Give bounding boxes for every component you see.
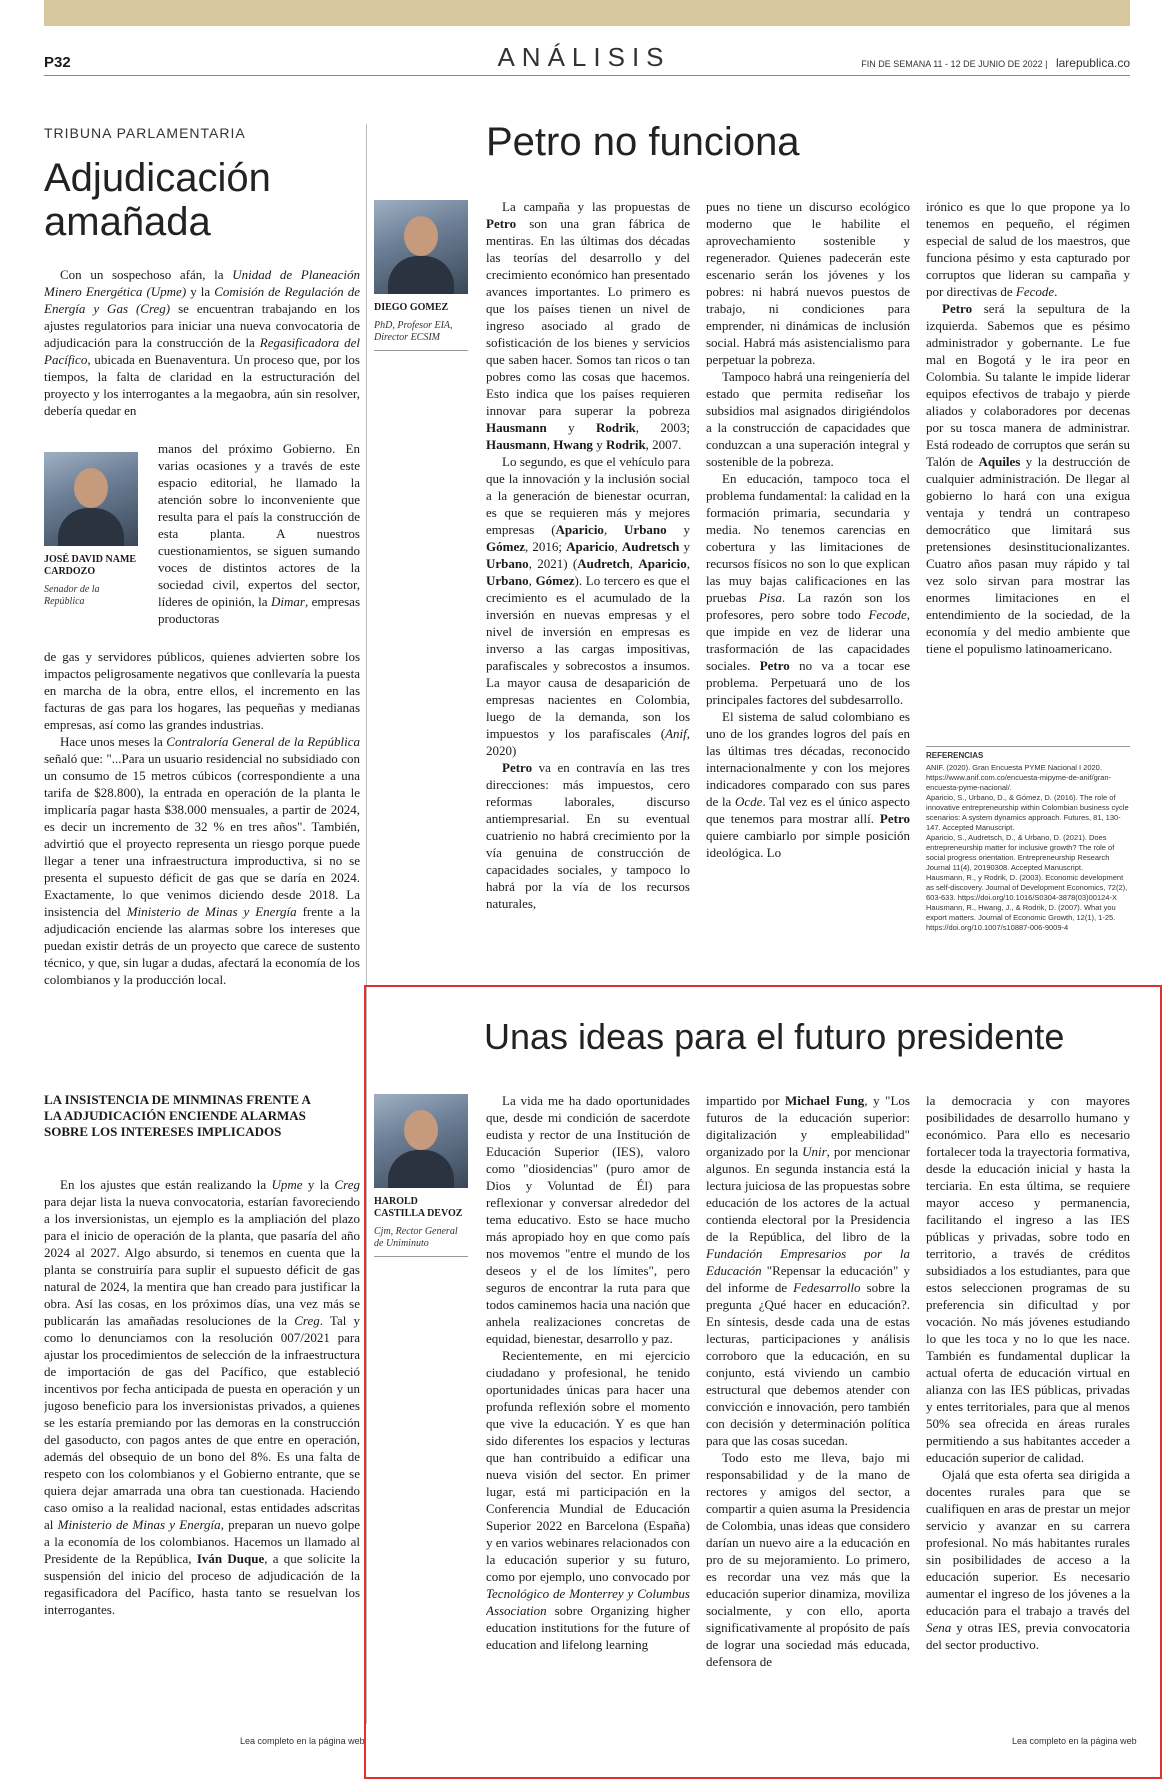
author-photo	[374, 1094, 468, 1188]
author-photo	[374, 200, 468, 294]
left-article-body-top: Con un sospechoso afán, la Unidad de Planeación Minero Energética (Upme) y la Comisión de Regulación de Energía y Gas (Creg) se encuentran trabajando en los ajustes regulatorios para iniciar una nueva convocatoria de adjudicación para la construcción de la Regasificadora del Pacífico, ubicada en Buenaventura. Un proceso que, por los tiempos, la falta de claridad en la estructuración del proyecto y los interrogantes a la megaobra, aún sin resolver, debería quedar en	[44, 267, 360, 418]
left-read-more[interactable]: Lea completo en la página web	[240, 1736, 365, 1746]
author-photo	[44, 452, 138, 546]
box-article-col-3: la democracia y con mayores posibilidades de desarrollo humano y económico. Para ello es necesario fortalecer toda la trayectoria formativa, desde la educación inicial y hasta la terciaria. En esta última, se requiere mayor acceso y permanencia, facilitando el ingreso a las IES públicas y privadas, sobre todo en territorio, a través de créditos subsidiados a los estudiantes, para que estos seleccionen programas de su preferencia sin dificultad y por vocación. No más jóvenes estudiando lo que les toca y no lo que les nace. También es fundamental duplicar la actual oferta de educación virtual en alianza con las IES públicas, privadas y entes territoriales, para que al menos 50% sea ofrecida en áreas rurales permitiendo a sus habitantes acceder a educación superior de calidad. Ojalá que esta oferta sea dirigida a docentes rurales para que se cualifiquen en aras de prestar un mejor servicio y avanzar en su carrera profesional. No más habitantes rurales sin posibilidades de acceso a la educación superior. Es necesario aumentar el ingreso de los jóvenes a la educación para el trabajo a través del Sena y otras IES, previa convocatoria del sector productivo.	[926, 1093, 1130, 1652]
mid-author-card	[374, 200, 468, 351]
left-article-body-bottom: de gas y servidores públicos, quienes advierten sobre los impactos peligrosamente negativos que conllevaría la puesta en marcha de la obra, entre ellos, el incremento en las facturas de gas para los hogares, las pequeñas y medianas empresas, así como las grandes industrias. Hace unos meses la Contraloría General de la República señaló que: "...Para un usuario residencial no subsidiado con un consumo de 15 metros cúbicos (correspondiente a una tarifa de $28.800), la entrada en operación de la planta le implicaría pagar hasta $38.000 mensuales, a partir de 2024, es decir un incremento de 32 % en tres años". También, advirtió que el proyecto representa un riesgo porque puede llegar a tener una infraestructura improductiva, si no se presenta el supuesto déficit de gas que se daría en 2024. Exactamente, lo que venimos diciendo desde 2018. La insistencia del Ministerio de Minas y Energía frente a la adjudicación enciende las alarmas sobre los intereses que puedan existir detrás de un proyecto que carece de sustento técnico, y que, sin lugar a dudas, afectará la economía de los colombianos y la producción local.	[44, 649, 360, 987]
mid-article-title: Petro no funciona	[486, 120, 800, 164]
site-link[interactable]: larepublica.co	[1055, 56, 1130, 70]
box-author-card	[374, 1094, 468, 1257]
author-role: Senador de la República	[44, 584, 100, 607]
section-title: ANÁLISIS	[497, 42, 671, 72]
page-header	[44, 40, 1130, 76]
author-name: DIEGO GOMEZ	[374, 302, 449, 313]
references-title: REFERENCIAS	[926, 746, 1130, 761]
box-article-col-1: La vida me ha dado oportunidades que, desde mi condición de sacerdote eudista y rector de una Institución de Educación Superior (IES), valoro como "diosidencias" (puro amor de Dios y Voluntad de Él) para reflexionar y conversar alrededor del tema educativo. Esto se hace mucho más apropiado hoy en que como país nos movemos "entre el mundo de los deseos y el de los límites", pero seguros de encontrar la ruta para que todos caminemos hacia una nación que anhela realizaciones concretas de equidad, bienestar, desarrollo y paz. Recientemente, en mi ejercicio ciudadano y profesional, he tenido oportunidades únicas para hacer una profunda reflexión sobre el momento que vive la educación. Y es que han sido diferentes los espacios y lecturas que han contribuido a edificar una nueva visión del sector. En primer lugar, está mi participación en la Conferencia Mundial de Educación Superior 2022 en Barcelona (España) y en varios webinares relacionados con la educación superior y su futuro, como por ejemplo, uno convocado por Tecnológico de Monterrey y Columbus Association sobre Organizing higher education institutions for the future of education and lifelong learning	[486, 1093, 690, 1652]
left-kicker: TRIBUNA PARLAMENTARIA	[44, 125, 246, 141]
issue-date: FIN DE SEMANA 11 - 12 DE JUNIO DE 2022	[861, 59, 1043, 69]
left-article-body-wrap: manos del próximo Gobierno. En varias ocasiones y a través de este espacio editorial, he llamado la atención sobre lo inconveniente que resulta para el país la construcción de esta planta. A nuestros cuestionamientos, se siguen sumando voces de distintos actores de la sociedad civil, expertos del sector, líderes de opinión, la Dimar, empresas productoras	[158, 441, 360, 626]
page-number: P32	[44, 54, 71, 71]
left-article-title: Adjudicación amañada	[44, 156, 271, 244]
box-article-col-2: impartido por Michael Fung, y "Los futuros de la educación superior: digitalización y empleabilidad" organizado por la Unir, por mencionar algunos. En segunda instancia está la lectura juiciosa de las propuestas sobre educación de los actores de la actual contienda electoral por la Presidencia de la República, del libro de la Fundación Empresarios por la Educación "Repensar la educación" y del informe de Fedesarrollo sobre la pregunta ¿Qué hacer en educación?. En síntesis, desde cada una de estas lecturas, participaciones y análisis corroboro que la educación, en su conjunto, está viviendo un cambio estructural que debemos atender con convicción e innovación, pero también con decisión y determinación política para que las cosas sucedan. Todo esto me lleva, bajo mi responsabilidad y de la mano de rectores y amigos del sector, a compartir a quien asuma la Presidencia de Colombia, unas ideas que considero darían un nuevo aire a la educación en pro de su mejoramiento. Lo primero, es recordar una vez más que la educación superior dinamiza, moviliza socialmente, y con ello, aporta significativamente al propósito de país de lograr una sociedad más educada, defensora de	[706, 1093, 910, 1669]
left-article-body-final: En los ajustes que están realizando la Upme y la Creg para dejar lista la nueva convocatoria, estarían favoreciendo a los inversionistas, un ejemplo es la ampliación del plazo para el inicio de operación de la planta, que pasaría del año 2024 al 2027. Algo absurdo, si tenemos en cuenta que la planta se construiría para suplir el supuesto déficit de gas natural de 2024, la mentira que han creado para justificar la obra. Así las cosas, en los próximos días, una vez más se publicarán las amañadas resoluciones de la Creg. Tal y como lo denunciamos con la resolución 007/2021 para ajustar los procedimientos de selección de la infraestructura de importación de gas del Pacífico, que estableció incentivos por fecha anticipada de puesta en operación y un jugoso beneficio para los inversionistas privados, a quienes se les estaría premiando por las demoras en la construcción del gasoducto, con pagos antes de que entre en operación, además del obsequio de un bono del 8%. Es una falta de respeto con los colombianos y el Gobierno entrante, que se quiera dejar amarrada una obra tan cuestionada. Haciendo caso omiso a la realidad nacional, estas entidades adscritas al Ministerio de Minas y Energía, preparan un nuevo golpe a la economía de los colombianos. Hacemos un llamado al Presidente de la República, Iván Duque, a que solicite la suspensión del inicio del proceso de adjudicación de la regasificadora del Pacífico, hasta tanto se resuelvan los interrogantes.	[44, 1177, 360, 1617]
author-role: PhD, Profesor EIA, Director ECSIM	[374, 320, 453, 343]
author-name: JOSÉ DAVID NAME CARDOZO	[44, 554, 137, 577]
mid-article-col-3: irónico es que lo que propone ya lo tenemos en pequeño, el régimen especial de salud de los maestros, que funciona pésimo y esta capturado por corruptos que lideran su campaña y por directivas de Fecode. Petro será la sepultura de la izquierda. Sabemos que es pésimo administrador y gobernante. Le fue mal en Bogotá y le ira peor en Colombia. Su talante le impide liderar equipos efectivos de trabajo y pierde aliados y colaboradores por decenas por su tosca manera de administrar. Está rodeado de corruptos que serán su Talón de Aquiles y la destrucción de cualquier administración. De llegar al gobierno lo hará con una exigua ventaja y tendrá un contrapeso democrático que limitará sus pretensiones desinstitucionalizantes. Cuatro años pasan muy rápido y tal vez solo sirvan para mostrar las enormes limitaciones en el entendimiento de la sociedad, de la economía y del medio ambiente que tiene el populismo latinoamericano.	[926, 199, 1130, 656]
top-color-bar	[44, 0, 1130, 26]
references: REFERENCIAS ANIF. (2020). Gran Encuesta PYME Nacional I 2020. https://www.anif.com.co/encuesta-mipyme-de-anif/gran-encuesta-pyme-nacional/. Aparicio, S., Urbano, D., & Gómez, D. (2016). The role of innovative entrepreneurship within Colombian business cycle scenarios: A system dynamics approach. Futures, 81, 130-147. Accepted Manuscript. Aparicio, S., Audretsch, D., & Urbano, D. (2021). Does entrepreneurship matter for inclusive growth? The role of social progress orientation. Entrepreneurship Research Journal 11(4), 20190308. Accepted Manuscript. Hausmann, R., y Rodrik, D. (2003). Economic development as self-discovery. Journal of Development Economics, 72(2), 603-633. https://doi.org/10.1016/S0304-3878(03)00124-X Hausmann, R., Hwang, J., & Rodrik, D. (2007). What you export matters. Journal of Economic Growth, 12(1), 1-25. https://doi.org/10.1007/s10887-006-9009-4	[926, 746, 1130, 933]
box-read-more[interactable]: Lea completo en la página web	[1012, 1736, 1137, 1746]
left-subhead: LA INSISTENCIA DE MINMINAS FRENTE A LA ADJUDICACIÓN ENCIENDE ALARMAS SOBRE LOS INTERESES IMPLICADOS	[44, 1092, 311, 1139]
dateline: FIN DE SEMANA 11 - 12 DE JUNIO DE 2022 | larepublica.co	[861, 56, 1130, 70]
mid-article-col-2: pues no tiene un discurso ecológico moderno que le habilite el aprovechamiento sostenible y regenerador. Quienes padecerán este escenario serán los jóvenes y los pobres: ni habrá nuevos puestos de trabajo, ni condiciones para emprender, ni dinámicas de inclusión social. Habrá más asistencialismo para perpetuar la pobreza. Tampoco habrá una reingeniería del estado que permita rediseñar los subsidios mal asignados dirigiéndolos a la construcción de capacidades que conduzcan a una superación integral y sostenible de la pobreza. En educación, tampoco toca el problema fundamental: la calidad en la formación primaria, secundaria y media. No tenemos carencias en cobertura y las limitaciones de recursos físicos no son lo que explican las muy bajas calificaciones en las pruebas Pisa. La razón son los profesores, pero sobre todo Fecode, que impide en vez de liderar una trasformación de las capacidades sociales. Petro no va a tocar ese problema. Perpetuará uno de los principales factores del subdesarrollo. El sistema de salud colombiano es uno de los grandes logros del país en las últimas tres décadas, reconocido internacionalmente y con los mejores indicadores comparado con sus pares de la Ocde. Tal vez es el único aspecto que tenemos para mostrar allí. Petro quiere cambiarlo por simple posición ideológica. Lo	[706, 199, 910, 860]
author-name: HAROLD CASTILLA DEVOZ	[374, 1196, 463, 1219]
left-author-card	[44, 452, 138, 608]
box-article-title: Unas ideas para el futuro presidente	[484, 1016, 1065, 1057]
author-role: Cjm, Rector General de Uniminuto	[374, 1226, 458, 1249]
mid-article-col-1: La campaña y las propuestas de Petro son una gran fábrica de mentiras. En las últimas dos décadas las teorías del desarrollo y del crecimiento económico han presentado avances importantes. Lo primero es que los países tienen un nivel de ingreso asociado al grado de sofisticación de los bienes y servicios que saben hacer. Somos tan ricos o tan pobres como las cosas que hacemos. Esto indica que los países requieren innovar para superar la pobreza Hausmann y Rodrik, 2003; Hausmann, Hwang y Rodrik, 2007. Lo segundo, es que el vehículo para que la innovación y la inclusión social a la generación de bienestar ocurran, es que se requieren más y mejores empresas (Aparicio, Urbano y Gómez, 2016; Aparicio, Audretsch y Urbano, 2021) (Audretch, Aparicio, Urbano, Gómez). Lo tercero es que el crecimiento es el acumulado de la inversión en nuevas empresas y el nivel de inversión en empresas es inverso a las cargas impositivas, parafiscales y sobrecostos a insumos. La mayor causa de desaparición de empresas nacientes en Colombia, luego de la demanda, son los impuestos y los parafiscales (Anif, 2020) Petro va en contravía en las tres direcciones: más impuestos, cero reformas laborales, discurso antiempresarial. En su eventual cuatrienio no habrá crecimiento por la vía genuina de construcción de capacidades sociales, y tampoco lo habrá por la vía de los recursos naturales,	[486, 199, 690, 911]
